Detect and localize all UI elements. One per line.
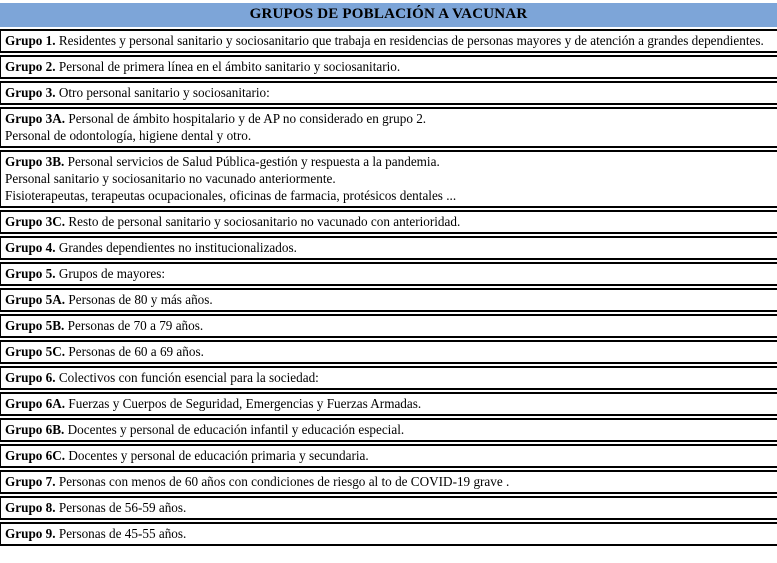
row-main-line xyxy=(5,153,771,170)
row-text: Grandes dependientes no institucionalizados. xyxy=(55,240,297,255)
row-group-label: Grupo 3. xyxy=(5,85,56,100)
row-main-line xyxy=(5,317,771,334)
row-extra-line: Personal sanitario y sociosanitario no vacunado anteriormente. xyxy=(5,171,336,186)
row-extra-line: Fisioterapeutas, terapeutas ocupacionales, oficinas de farmacia, protésicos dentales ... xyxy=(5,188,457,203)
table-row xyxy=(0,29,777,53)
row-main-line xyxy=(5,213,771,230)
row-group-label: Grupo 6C. xyxy=(5,448,66,463)
row-text: Resto de personal sanitario y sociosanitario no vacunado con anterioridad. xyxy=(65,214,461,229)
row-text: Fuerzas y Cuerpos de Seguridad, Emergencias y Fuerzas Armadas. xyxy=(65,396,422,411)
row-text: Personas de 60 a 69 años. xyxy=(65,344,204,359)
row-group-label: Grupo 6. xyxy=(5,370,56,385)
row-text: Personal servicios de Salud Pública-gestión y respuesta a la pandemia. xyxy=(64,154,440,169)
row-group-label: Grupo 9. xyxy=(5,526,56,541)
table-row xyxy=(0,392,777,416)
row-main-line xyxy=(5,110,771,127)
row-text: Otro personal sanitario y sociosanitario: xyxy=(55,85,270,100)
table-row xyxy=(0,288,777,312)
row-main-line xyxy=(5,499,771,516)
row-text: Personas con menos de 60 años con condiciones de riesgo al to de COVID-19 grave . xyxy=(55,474,510,489)
row-group-label: Grupo 3C. xyxy=(5,214,66,229)
table-title: GRUPOS DE POBLACIÓN A VACUNAR xyxy=(249,6,528,22)
row-group-label: Grupo 5C. xyxy=(5,344,66,359)
table-row xyxy=(0,55,777,79)
row-main-line xyxy=(5,525,771,542)
row-group-label: Grupo 7. xyxy=(5,474,56,489)
table-row xyxy=(0,444,777,468)
vaccination-table-body xyxy=(0,29,777,546)
table-row xyxy=(0,262,777,286)
table-row xyxy=(0,210,777,234)
row-group-label: Grupo 3B. xyxy=(5,154,65,169)
table-row xyxy=(0,150,777,208)
row-text: Personal de ámbito hospitalario y de AP no considerado en grupo 2. xyxy=(65,111,427,126)
row-text: Personas de 45-55 años. xyxy=(55,526,187,541)
row-group-label: Grupo 4. xyxy=(5,240,56,255)
row-main-line xyxy=(5,447,771,464)
row-extra-line: Personal de odontología, higiene dental y otro. xyxy=(5,128,252,143)
row-text: Docentes y personal de educación infantil y educación especial. xyxy=(64,422,405,437)
row-text: Docentes y personal de educación primaria y secundaria. xyxy=(65,448,369,463)
row-main-line xyxy=(5,395,771,412)
row-group-label: Grupo 8. xyxy=(5,500,56,515)
row-main-line xyxy=(5,421,771,438)
table-row xyxy=(0,340,777,364)
row-group-label: Grupo 6B. xyxy=(5,422,65,437)
row-text: Grupos de mayores: xyxy=(55,266,166,281)
row-group-label: Grupo 2. xyxy=(5,59,56,74)
table-row xyxy=(0,236,777,260)
row-text: Residentes y personal sanitario y sociosanitario que trabaja en residencias de personas mayores y de atención a grandes dependientes. xyxy=(55,33,764,48)
row-group-label: Grupo 6A. xyxy=(5,396,66,411)
row-text: Personas de 56-59 años. xyxy=(55,500,187,515)
table-title-bar xyxy=(0,3,777,27)
row-text: Colectivos con función esencial para la sociedad: xyxy=(55,370,319,385)
row-group-label: Grupo 3A. xyxy=(5,111,66,126)
row-main-line xyxy=(5,291,771,308)
row-main-line xyxy=(5,32,771,49)
row-main-line xyxy=(5,265,771,282)
row-main-line xyxy=(5,239,771,256)
row-group-label: Grupo 1. xyxy=(5,33,56,48)
row-group-label: Grupo 5. xyxy=(5,266,56,281)
table-row xyxy=(0,366,777,390)
table-row xyxy=(0,314,777,338)
table-row xyxy=(0,522,777,546)
row-main-line xyxy=(5,58,771,75)
row-text: Personas de 80 y más años. xyxy=(65,292,213,307)
row-text: Personal de primera línea en el ámbito sanitario y sociosanitario. xyxy=(55,59,401,74)
row-text: Personas de 70 a 79 años. xyxy=(64,318,204,333)
table-row xyxy=(0,81,777,105)
table-row xyxy=(0,470,777,494)
table-row xyxy=(0,418,777,442)
table-row xyxy=(0,107,777,148)
row-main-line xyxy=(5,84,771,101)
row-group-label: Grupo 5B. xyxy=(5,318,65,333)
row-main-line xyxy=(5,369,771,386)
row-main-line xyxy=(5,343,771,360)
row-group-label: Grupo 5A. xyxy=(5,292,66,307)
row-main-line xyxy=(5,473,771,490)
table-row xyxy=(0,496,777,520)
